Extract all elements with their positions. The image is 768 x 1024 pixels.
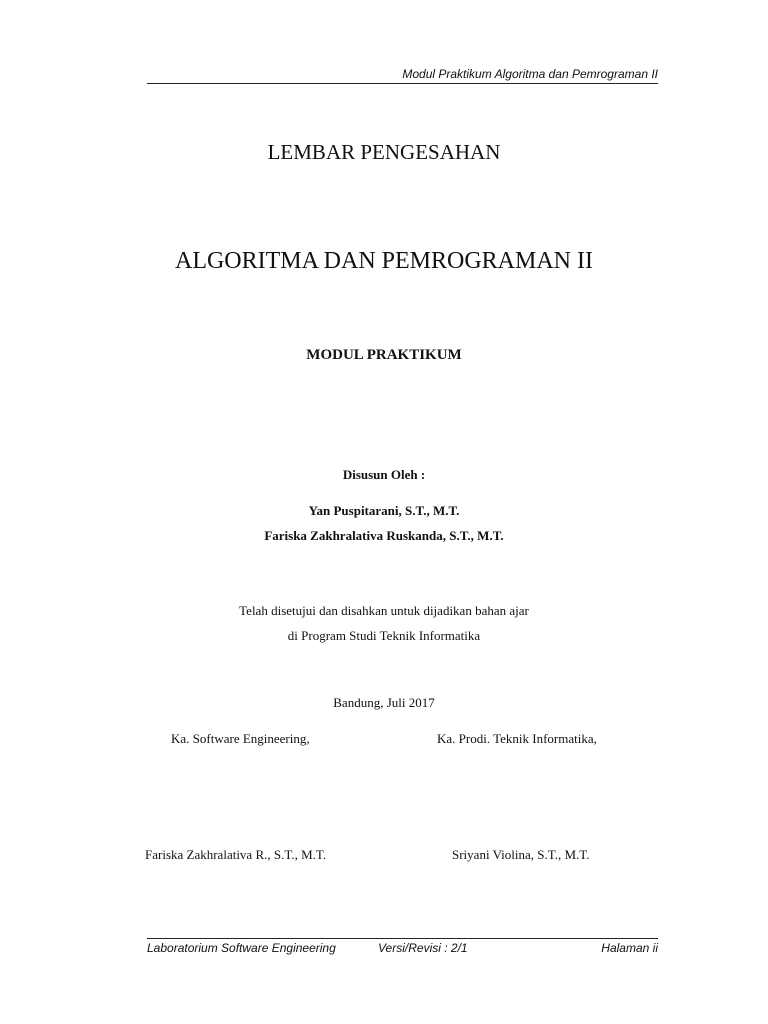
right-signatory-name: Sriyani Violina, S.T., M.T. [452,847,590,862]
left-signatory-name: Fariska Zakhralativa R., S.T., M.T. [145,847,327,862]
footer-lab-name: Laboratorium Software Engineering [147,941,336,955]
left-signatory-role: Ka. Software Engineering, [171,731,310,746]
footer-rule [147,938,658,939]
course-title: ALGORITMA DAN PEMROGRAMAN II [174,248,593,274]
header-rule [147,83,658,84]
running-header: Modul Praktikum Algoritma dan Pemrograman II [402,67,658,81]
page-title: LEMBAR PENGESAHAN [267,140,501,164]
footer-version: Versi/Revisi : 2/1 [378,941,468,955]
author-name: Yan Puspitarani, S.T., M.T. [308,503,460,518]
authors-heading: Disusun Oleh : [342,467,426,482]
footer-page-number: Halaman ii [601,941,658,955]
approval-statement: Telah disetujui dan disahkan untuk dijadikan bahan ajar [239,603,529,618]
approval-statement: di Program Studi Teknik Informatika [287,628,481,643]
place-date: Bandung, Juli 2017 [333,695,435,710]
document-type: MODUL PRAKTIKUM [306,347,462,363]
right-signatory-role: Ka. Prodi. Teknik Informatika, [437,731,597,746]
author-name: Fariska Zakhralativa Ruskanda, S.T., M.T. [264,528,504,543]
